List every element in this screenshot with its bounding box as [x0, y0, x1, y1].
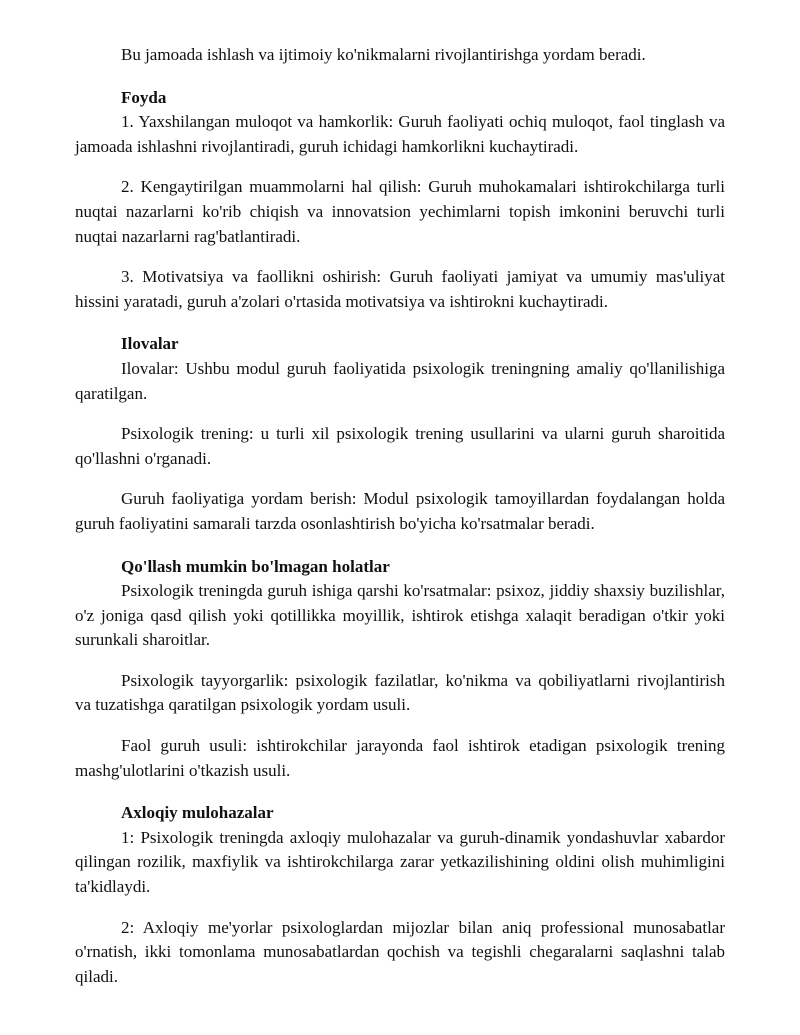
paragraph: Ilovalar: Ushbu modul guruh faoliyatida psixologik treningning amaliy qo'llanilishiga qaratilgan. — [75, 358, 725, 403]
paragraph: 2. Kengaytirilgan muammolarni hal qilish: Guruh muhokamalari ishtirokchilarga turli nuqtai nazarlarni ko'rib chiqish va innovatsion yechimlarni topish imkonini beruvchi turli nuqtai nazarlarni rag'batlantiradi. — [75, 177, 725, 246]
paragraph: 1. Yaxshilangan muloqot va hamkorlik: Guruh faoliyati ochiq muloqot, faol tinglash va jamoada ishlashni rivojlantiradi, guruh ichidagi hamkorlikni kuchaytiradi. — [75, 112, 725, 156]
paragraph: 1: Psixologik treningda axloqiy mulohazalar va guruh-dinamik yondashuvlar xabardor qilingan rozilik, maxfiylik va ishtirokchilarga zarar yetkazilishining oldini olish muhimligini ta'kidlaydi. — [75, 827, 725, 897]
section-heading: Axloqiy mulohazalar — [121, 803, 274, 823]
paragraph: Guruh faoliyatiga yordam berish: Modul psixologik tamoyillardan foydalangan holda guruh faoliyatini samarali tarzda osonlashtirish bo'yicha ko'rsatmalar beradi. — [75, 489, 725, 533]
paragraph: Psixologik tayyorgarlik: psixologik fazilatlar, ko'nikma va qobiliyatlarni rivojlantirish va tuzatishga qaratilgan psixologik yordam usuli. — [75, 670, 725, 715]
paragraph: Faol guruh usuli: ishtirokchilar jarayonda faol ishtirok etadigan psixologik trening mashg'ulotlarini o'tkazish usuli. — [75, 736, 725, 780]
paragraph: 2: Axloqiy me'yorlar psixologlardan mijozlar bilan aniq professional munosabatlar o'rnatish, ikki tomonlama munosabatlardan qochish va tegishli chegaralarni saqlashni talab qiladi. — [75, 917, 725, 986]
paragraph: 3. Motivatsiya va faollikni oshirish: Guruh faoliyati jamiyat va umumiy mas'uliyat hissini yaratadi, guruh a'zolari o'rtasida motivatsiya va ishtirokni kuchaytiradi. — [75, 267, 725, 311]
section-contraindications — [75, 555, 725, 784]
paragraph: Psixologik treningda guruh ishiga qarshi ko'rsatmalar: psixoz, jiddiy shaxsiy buzilishlar, o'z joniga qasd qilish yoki qotillikka moyillik, ishtirok etishga xalaqit beradigan o'tkir yoki surunkali sharoitlar. — [75, 581, 725, 650]
section-heading: Qo'llash mumkin bo'lmagan holatlar — [121, 556, 390, 576]
section-heading: Foyda — [121, 87, 167, 107]
section-ethics — [75, 801, 725, 989]
paragraph: Psixologik trening: u turli xil psixologik trening usullarini va ularni guruh sharoitida qo'llashni o'rganadi. — [75, 424, 725, 468]
section-applications — [75, 332, 725, 536]
intro-paragraph: Bu jamoada ishlash va ijtimoiy ko'nikmalarni rivojlantirishga yordam beradi. — [121, 45, 646, 64]
section-heading: Ilovalar — [121, 334, 179, 354]
section-benefits — [75, 86, 725, 315]
